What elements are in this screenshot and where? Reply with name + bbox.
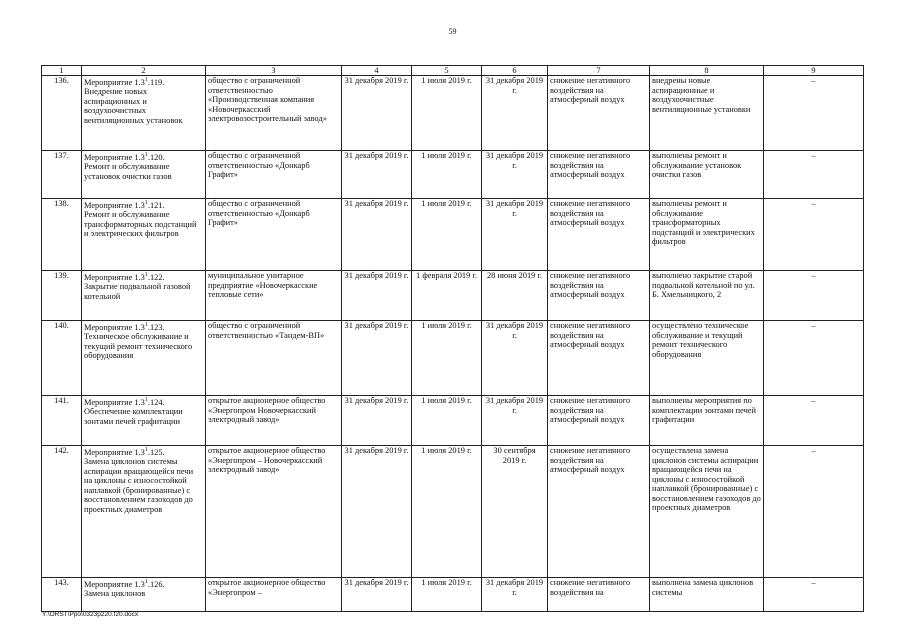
column-header: 9 — [764, 66, 864, 76]
effect-cell: снижение негативного воздействия на атмосферный воздух — [548, 396, 650, 446]
end-date-cell: 31 декабря 2019 г. — [482, 76, 548, 151]
end-date-cell: 28 июня 2019 г. — [482, 271, 548, 321]
measure-code-superscript: 1 — [144, 397, 148, 403]
measure-code-prefix: Мероприятие 1.3 — [84, 579, 145, 589]
start-date-cell: 1 июля 2019 г. — [412, 151, 482, 199]
measure-description: Ремонт и обслуживание трансформаторных подстанций и электрических фильтров — [84, 210, 197, 239]
start-date-cell: 1 июля 2019 г. — [412, 446, 482, 578]
row-number-cell: 136. — [42, 76, 82, 151]
column-number-row — [42, 66, 864, 76]
column-header: 5 — [412, 66, 482, 76]
table-row — [42, 271, 864, 321]
column-header: 6 — [482, 66, 548, 76]
measure-description: Замена циклонов системы аспирации вращающейся печи на циклоны с износостойкой наплавкой (бронированные) с восстановлением газоходов до проектных диаметров — [84, 457, 194, 514]
effect-cell: снижение негативного воздействия на атмосферный воздух — [548, 321, 650, 396]
page-number: 59 — [448, 27, 457, 36]
deadline-cell: 31 декабря 2019 г. — [342, 199, 412, 271]
measure-cell — [82, 578, 206, 612]
note-cell: – — [764, 396, 864, 446]
note-cell: – — [764, 578, 864, 612]
measure-code-suffix: .123. — [147, 322, 165, 332]
measure-code-superscript: 1 — [144, 272, 148, 278]
result-cell: внедрены новые аспирационные и воздухоочистные вентиляционные установки — [650, 76, 764, 151]
measure-code-superscript: 1 — [144, 152, 148, 158]
measures-table — [41, 65, 864, 612]
executor-cell: общество с ограниченной ответственностью «Донкарб Графит» — [206, 151, 342, 199]
start-date-cell: 1 июля 2019 г. — [412, 76, 482, 151]
measure-code-prefix: Мероприятие 1.3 — [84, 77, 145, 87]
measure-code-prefix: Мероприятие 1.3 — [84, 272, 145, 282]
effect-cell: снижение негативного воздействия на — [548, 578, 650, 612]
note-cell: – — [764, 199, 864, 271]
start-date-cell: 1 июля 2019 г. — [412, 578, 482, 612]
table-row — [42, 396, 864, 446]
result-cell: осуществлена замена циклонов системы аспирации вращающейся печи на циклоны с износостойкой наплавкой (бронированные) с восстановлением газоходов до проектных диаметров — [650, 446, 764, 578]
measure-code-prefix: Мероприятие 1.3 — [84, 152, 145, 162]
row-number-cell: 140. — [42, 321, 82, 396]
measure-code-superscript: 1 — [144, 447, 148, 453]
deadline-cell: 31 декабря 2019 г. — [342, 446, 412, 578]
measure-code-prefix: Мероприятие 1.3 — [84, 200, 145, 210]
column-header: 2 — [82, 66, 206, 76]
row-number-cell: 137. — [42, 151, 82, 199]
table-row — [42, 151, 864, 199]
measure-description: Техническое обслуживание и текущий ремонт технического оборудования — [84, 332, 193, 361]
table-row — [42, 446, 864, 578]
effect-cell: снижение негативного воздействия на атмосферный воздух — [548, 446, 650, 578]
end-date-cell: 31 декабря 2019 г. — [482, 199, 548, 271]
measure-code-suffix: .119. — [147, 77, 165, 87]
end-date-cell: 31 декабря 2019 г. — [482, 321, 548, 396]
deadline-cell: 31 декабря 2019 г. — [342, 271, 412, 321]
footer-file-path: Y:\ORST\Ppo\0323p220.f20.docx — [42, 611, 139, 618]
measure-cell — [82, 151, 206, 199]
executor-cell: открытое акционерное общество «Энергопром Новочеркасский электродный завод» — [206, 396, 342, 446]
note-cell: – — [764, 151, 864, 199]
measure-code-suffix: .122. — [147, 272, 165, 282]
start-date-cell: 1 февраля 2019 г. — [412, 271, 482, 321]
measure-code-suffix: .126. — [147, 579, 165, 589]
measure-cell — [82, 271, 206, 321]
row-number-cell: 143. — [42, 578, 82, 612]
end-date-cell: 31 декабря 2019 г. — [482, 396, 548, 446]
column-header: 3 — [206, 66, 342, 76]
column-header: 8 — [650, 66, 764, 76]
executor-cell: открытое акционерное общество «Энергопром – Новочеркасский электродный завод» — [206, 446, 342, 578]
measure-cell — [82, 76, 206, 151]
measure-code-superscript: 1 — [144, 200, 148, 206]
row-number-cell: 141. — [42, 396, 82, 446]
result-cell: выполнены ремонт и обслуживание установок очистки газов — [650, 151, 764, 199]
measure-cell — [82, 321, 206, 396]
deadline-cell: 31 декабря 2019 г. — [342, 578, 412, 612]
note-cell: – — [764, 446, 864, 578]
row-number-cell: 142. — [42, 446, 82, 578]
table-row — [42, 321, 864, 396]
measure-cell — [82, 396, 206, 446]
measure-code-prefix: Мероприятие 1.3 — [84, 322, 145, 332]
measure-description: Ремонт и обслуживание установок очистки газов — [84, 162, 172, 181]
end-date-cell: 30 сентября 2019 г. — [482, 446, 548, 578]
table-row — [42, 578, 864, 612]
result-cell: осуществлено техническое обслуживание и текущий ремонт технического оборудования — [650, 321, 764, 396]
measure-description: Внедрение новых аспирационных и воздухоочистных вентиляционных установок — [84, 87, 183, 125]
executor-cell: муниципальное унитарное предприятие «Новочеркасские тепловые сети» — [206, 271, 342, 321]
effect-cell: снижение негативного воздействия на атмосферный воздух — [548, 151, 650, 199]
deadline-cell: 31 декабря 2019 г. — [342, 76, 412, 151]
table-row — [42, 199, 864, 271]
deadline-cell: 31 декабря 2019 г. — [342, 396, 412, 446]
deadline-cell: 31 декабря 2019 г. — [342, 321, 412, 396]
measure-code-suffix: .124. — [147, 397, 165, 407]
measure-description: Обеспечение комплектации зонтами печей графитации — [84, 407, 183, 426]
executor-cell: общество с ограниченной ответственностью «Тандем-ВП» — [206, 321, 342, 396]
measure-description: Замена циклонов — [84, 589, 146, 599]
measure-code-prefix: Мероприятие 1.3 — [84, 447, 145, 457]
start-date-cell: 1 июля 2019 г. — [412, 396, 482, 446]
measure-code-superscript: 1 — [144, 579, 148, 585]
effect-cell: снижение негативного воздействия на атмосферный воздух — [548, 76, 650, 151]
measure-code-prefix: Мероприятие 1.3 — [84, 397, 145, 407]
executor-cell: общество с ограниченной ответственностью «Донкарб Графит» — [206, 199, 342, 271]
end-date-cell: 31 декабря 2019 г. — [482, 578, 548, 612]
result-cell: выполнены мероприятия по комплектации зонтами печей графитации — [650, 396, 764, 446]
measure-code-suffix: .120. — [147, 152, 165, 162]
effect-cell: снижение негативного воздействия на атмосферный воздух — [548, 271, 650, 321]
measure-description: Закрытие подвальной газовой котельной — [84, 282, 191, 301]
result-cell: выполнены ремонт и обслуживание трансформаторных подстанций и электрических фильтров — [650, 199, 764, 271]
column-header: 1 — [42, 66, 82, 76]
end-date-cell: 31 декабря 2019 г. — [482, 151, 548, 199]
measure-code-superscript: 1 — [144, 322, 148, 328]
result-cell: выполнена замена циклонов системы — [650, 578, 764, 612]
effect-cell: снижение негативного воздействия на атмосферный воздух — [548, 199, 650, 271]
start-date-cell: 1 июля 2019 г. — [412, 199, 482, 271]
table-row — [42, 76, 864, 151]
note-cell: – — [764, 76, 864, 151]
measure-code-suffix: .125. — [147, 447, 165, 457]
result-cell: выполнено закрытие старой подвальной котельной по ул. Б. Хмельницкого, 2 — [650, 271, 764, 321]
executor-cell: общество с ограниченной ответственностью «Производственная компания «Новочеркасский электровозостроительный завод» — [206, 76, 342, 151]
measure-code-superscript: 1 — [144, 77, 148, 83]
column-header: 4 — [342, 66, 412, 76]
note-cell: – — [764, 321, 864, 396]
deadline-cell: 31 декабря 2019 г. — [342, 151, 412, 199]
executor-cell: открытое акционерное общество «Энергопром – — [206, 578, 342, 612]
column-header: 7 — [548, 66, 650, 76]
measure-cell — [82, 446, 206, 578]
measure-code-suffix: .121. — [147, 200, 165, 210]
row-number-cell: 138. — [42, 199, 82, 271]
note-cell: – — [764, 271, 864, 321]
row-number-cell: 139. — [42, 271, 82, 321]
start-date-cell: 1 июля 2019 г. — [412, 321, 482, 396]
measure-cell — [82, 199, 206, 271]
